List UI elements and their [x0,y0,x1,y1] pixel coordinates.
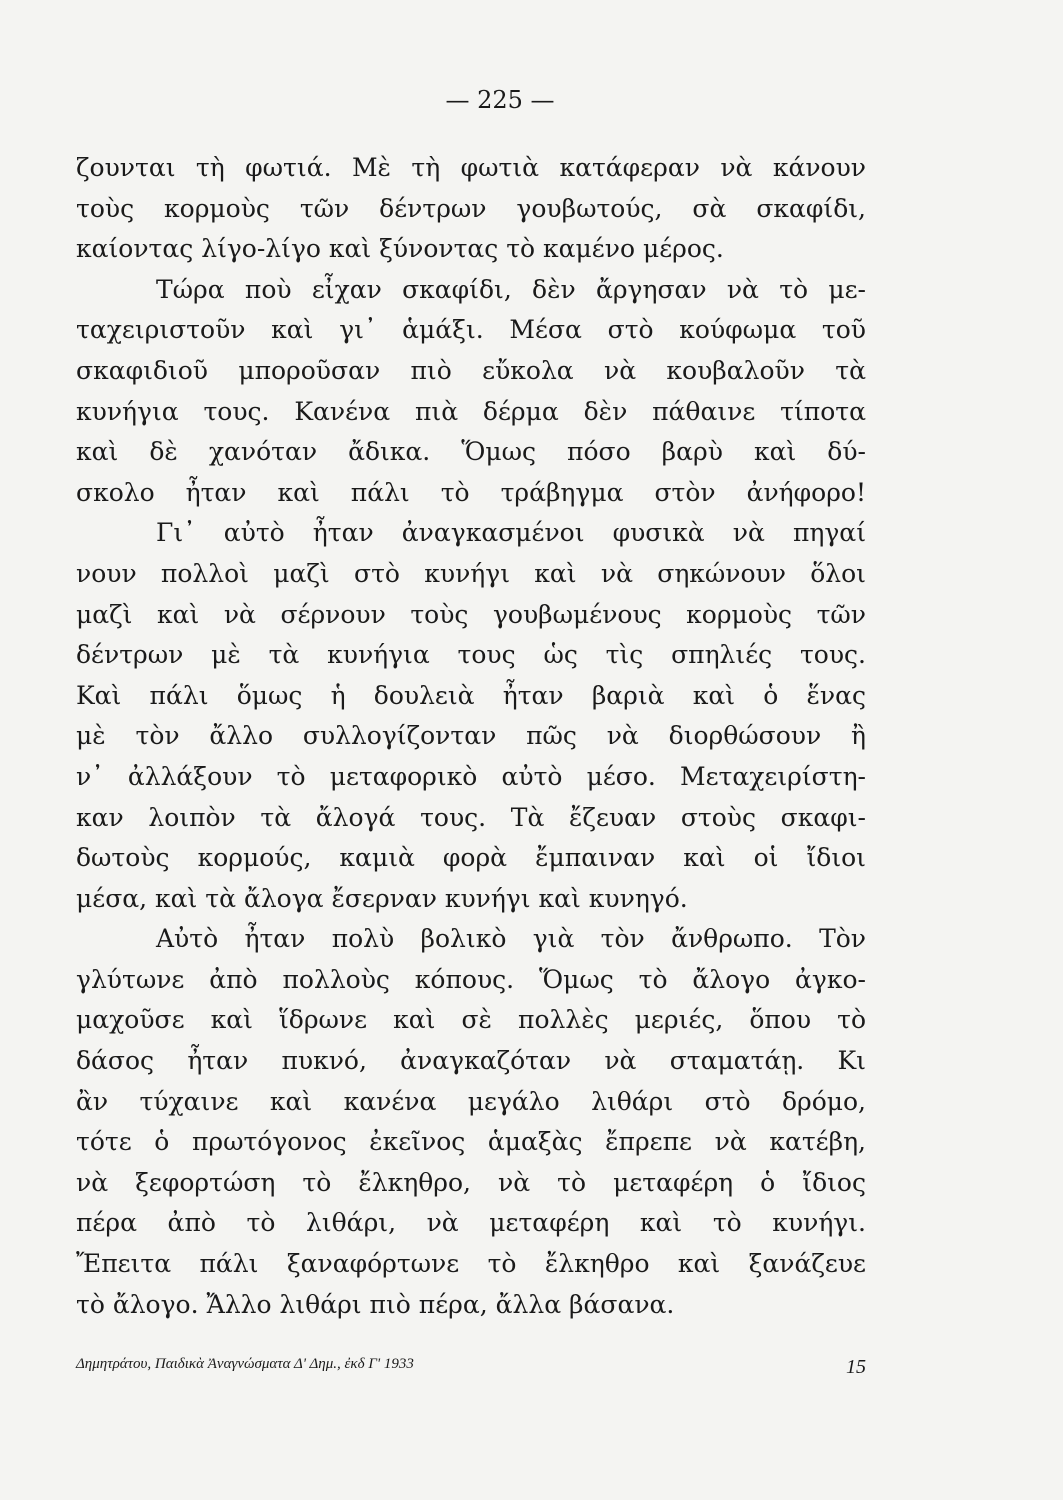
text-line: δάσος ἦταν πυκνό, ἀναγκαζόταν νὰ σταματάῃ. Κι [76,1046,866,1076]
text-line: Ἔπειτα πάλι ξαναφόρτωνε τὸ ἔλκηθρο καὶ ξανάζευε [76,1249,866,1279]
text-line: ζουνται τὴ φωτιά. Μὲ τὴ φωτιὰ κατάφεραν νὰ κάνουν [76,153,866,182]
text-line: σκαφιδιοῦ μποροῦσαν πιὸ εὔκολα νὰ κουβαλοῦν τὰ [76,355,866,385]
text-line: μαζὶ καὶ νὰ σέρνουν τοὺς γουβωμένους κορμοὺς τῶν [76,599,866,629]
signature-mark: 15 [846,1356,866,1378]
text-line: Γι᾿ αὐτὸ ἦταν ἀναγκασμένοι φυσικὰ νὰ πηγαί [156,518,866,548]
text-line: τὸ ἄλογο. Ἄλλο λιθάρι πιὸ πέρα, ἄλλα βάσανα. [76,1289,675,1319]
text-line: νουν πολλοὶ μαζὶ στὸ κυνήγι καὶ νὰ σηκώνουν ὅλοι [76,558,866,588]
page-footer [76,1356,866,1379]
text-line: γλύτωνε ἀπὸ πολλοὺς κόπους. Ὅμως τὸ ἄλογο ἀγκο- [76,964,866,994]
text-line: ταχειριστοῦν καὶ γι᾿ ἁμάξι. Μέσα στὸ κούφωμα τοῦ [76,315,866,345]
text-line: τοὺς κορμοὺς τῶν δέντρων γουβωτούς, σὰ σκαφίδι, [76,193,866,223]
text-line: μέσα, καὶ τὰ ἄλογα ἔσερναν κυνήγι καὶ κυνηγό. [76,883,688,913]
text-line: τότε ὁ πρωτόγονος ἐκεῖνος ἁμαξὰς ἔπρεπε νὰ κατέβη, [76,1127,866,1157]
text-line: ἂν τύχαινε καὶ κανένα μεγάλο λιθάρι στὸ δρόμο, [76,1086,866,1116]
text-line: δέντρων μὲ τὰ κυνήγια τους ὡς τὶς σπηλιές τους. [76,640,866,670]
text-line: μαχοῦσε καὶ ἵδρωνε καὶ σὲ πολλὲς μεριές, ὅπου τὸ [76,1005,866,1035]
text-line: Αὐτὸ ἦταν πολὺ βολικὸ γιὰ τὸν ἄνθρωπο. Τὸν [156,924,866,954]
text-line: νὰ ξεφορτώση τὸ ἔλκηθρο, νὰ τὸ μεταφέρη ὁ ἴδιος [76,1167,866,1197]
text-line: κυνήγια τους. Κανένα πιὰ δέρμα δὲν πάθαινε τίποτα [76,396,866,426]
text-line: μὲ τὸν ἄλλο συλλογίζονταν πῶς νὰ διορθώσουν ἢ [76,721,866,751]
text-line: καὶ δὲ χανόταν ἄδικα. Ὅμως πόσο βαρὺ καὶ δύ- [76,437,866,467]
page-body [76,148,866,1325]
text-line: σκολο ἦταν καὶ πάλι τὸ τράβηγμα στὸν ἀνήφορο! [76,477,866,507]
page-number: — 225 — [445,86,555,114]
footer-source: Δημητράτου, Παιδικὰ Ἀναγνώσματα Δ' Δημ., ἐκδ Γ' 1933 [76,1356,414,1372]
text-line: Τώρα ποὺ εἶχαν σκαφίδι, δὲν ἄργησαν νὰ τὸ με- [156,274,866,304]
text-line: ν᾿ ἀλλάξουν τὸ μεταφορικὸ αὐτὸ μέσο. Μεταχειρίστη- [76,761,866,791]
text-line: Καὶ πάλι ὅμως ἡ δουλειὰ ἦταν βαριὰ καὶ ὁ ἕνας [76,680,866,710]
text-line: δωτοὺς κορμούς, καμιὰ φορὰ ἔμπαιναν καὶ οἱ ἴδιοι [76,843,866,873]
text-line: πέρα ἀπὸ τὸ λιθάρι, νὰ μεταφέρη καὶ τὸ κυνήγι. [76,1208,866,1238]
text-line: καίοντας λίγο-λίγο καὶ ξύνοντας τὸ καμένο μέρος. [76,234,724,264]
text-line: καν λοιπὸν τὰ ἄλογά τους. Τὰ ἔζευαν στοὺς σκαφι- [76,802,866,832]
